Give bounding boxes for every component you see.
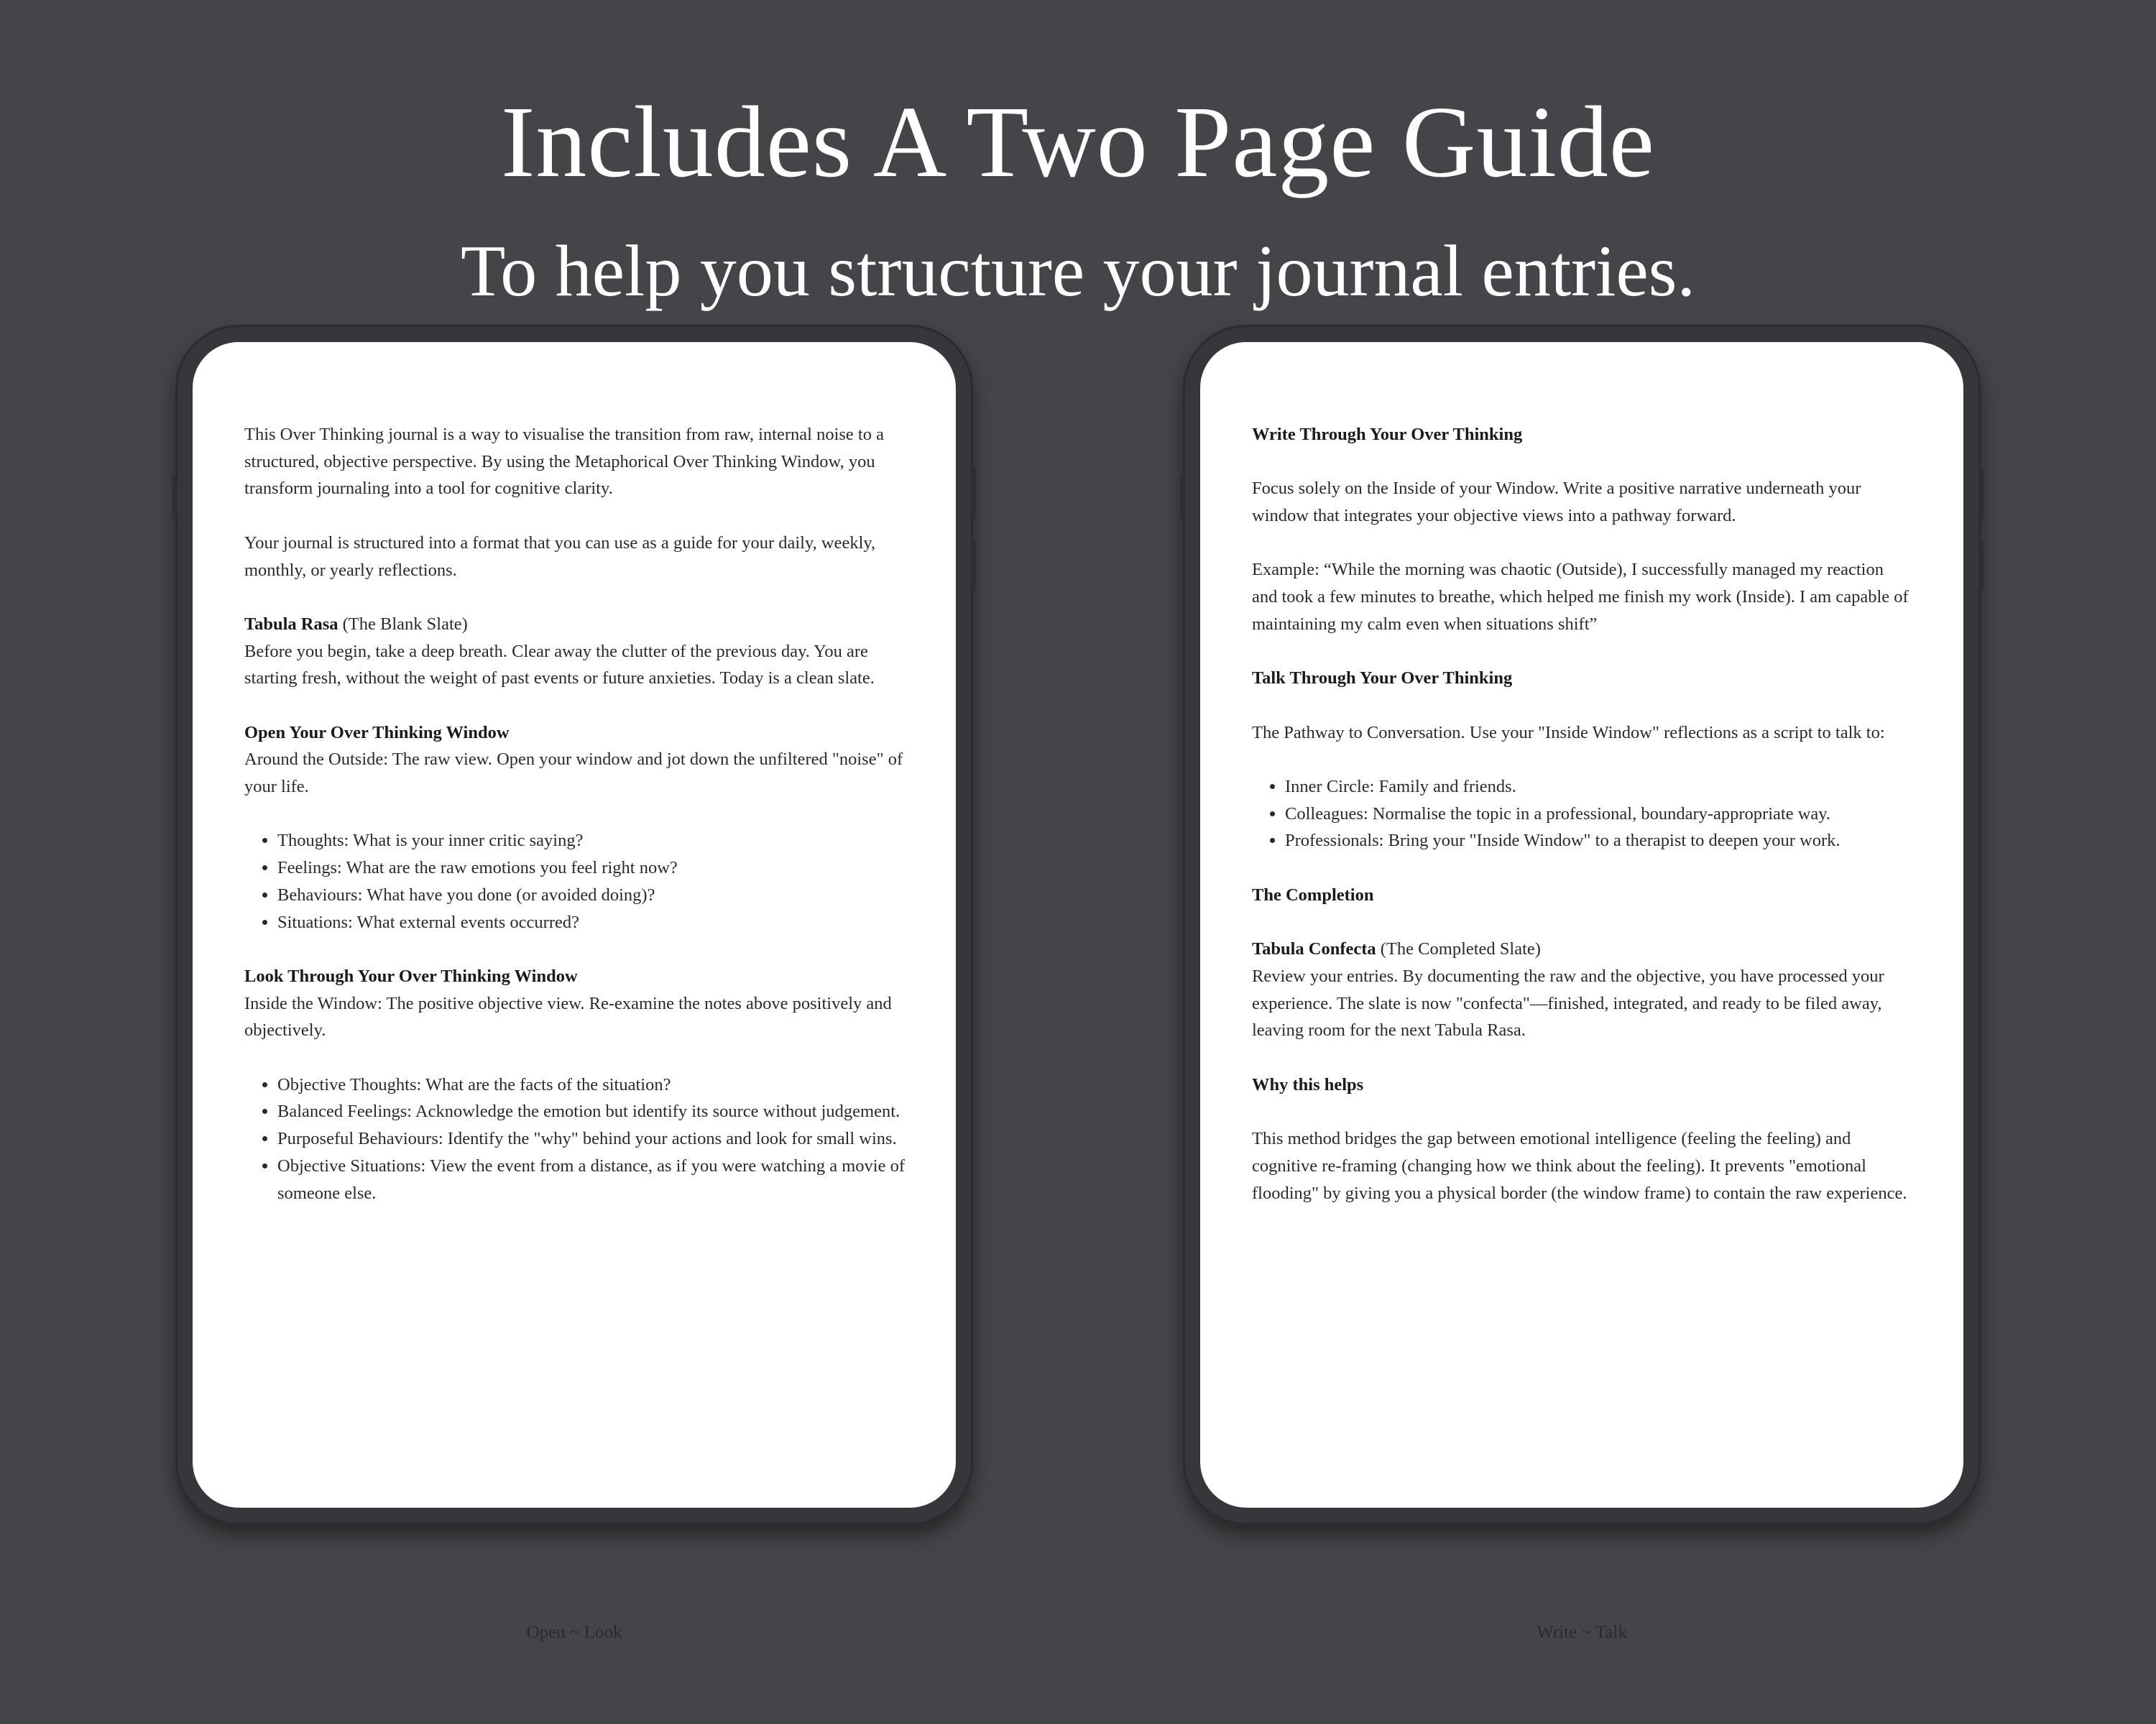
- left-tablet-screen[interactable]: [193, 342, 956, 1508]
- tablet-side-button: [1979, 540, 1984, 591]
- tabula-rasa-heading: Tabula Rasa: [244, 614, 338, 634]
- tabula-rasa-note: (The Blank Slate): [338, 614, 468, 634]
- talk-heading: Talk Through Your Over Thinking: [1252, 668, 1513, 688]
- list-item: • Thoughts: What is your inner critic saying?: [277, 827, 906, 854]
- guide-page-two: [1252, 421, 1913, 1234]
- tabula-confecta-note: (The Completed Slate): [1376, 939, 1541, 959]
- list-item: • Inner Circle: Family and friends.: [1285, 773, 1913, 801]
- completion-section: [1252, 936, 1913, 1044]
- talk-list: [1252, 773, 1913, 854]
- left-tablet: [175, 325, 973, 1642]
- page-subtitle: To help you structure your journal entries.: [461, 231, 1695, 312]
- list-item: • Colleagues: Normalise the topic in a professional, boundary-appropriate way.: [1285, 801, 1913, 828]
- tablet-side-button: [972, 540, 976, 591]
- list-item: • Situations: What external events occurred?: [277, 909, 906, 936]
- list-item: • Objective Situations: View the event from a distance, as if you were watching a movie of someone else.: [277, 1153, 906, 1207]
- right-tablet: [1183, 325, 1981, 1642]
- why-heading: Why this helps: [1252, 1074, 1364, 1094]
- write-heading: Write Through Your Over Thinking: [1252, 425, 1523, 444]
- open-window-list: [244, 827, 906, 936]
- tabula-rasa-body: Before you begin, take a deep breath. Clear away the clutter of the previous day. You are starting fresh, without the weight of past events or future anxieties. Today is a clean slate.: [244, 641, 875, 688]
- tabula-rasa-section: [244, 611, 906, 692]
- list-item: • Feelings: What are the raw emotions you feel right now?: [277, 854, 906, 882]
- structure-paragraph: Your journal is structured into a format that you can use as a guide for your daily, weekly, monthly, or yearly reflections.: [244, 533, 876, 580]
- tablet-side-button: [1979, 469, 1984, 519]
- guide-page-one: [244, 421, 906, 1234]
- page-title: Includes A Two Page Guide: [501, 85, 1655, 198]
- intro-paragraph: This Over Thinking journal is a way to visualise the transition from raw, internal noise to a structured, objective perspective. By using the Metaphorical Over Thinking Window, you transform journaling into a tool for cognitive clarity.: [244, 425, 884, 499]
- look-window-list: [244, 1071, 906, 1207]
- completion-body: Review your entries. By documenting the raw and the objective, you have processed your experience. The slate is now "confecta"—finished, integrated, and ready to be filed away, leaving room for the next Tabula Rasa.: [1252, 966, 1884, 1041]
- list-item: • Behaviours: What have you done (or avoided doing)?: [277, 882, 906, 909]
- open-window-body: Around the Outside: The raw view. Open your window and jot down the unfiltered "noise" of your life.: [244, 750, 903, 797]
- open-window-heading: Open Your Over Thinking Window: [244, 722, 510, 742]
- tablet-side-button: [972, 469, 976, 519]
- tablet-side-button: [172, 476, 177, 519]
- list-item: • Purposeful Behaviours: Identify the "why" behind your actions and look for small wins.: [277, 1125, 906, 1153]
- open-window-section: [244, 719, 906, 801]
- list-item: • Balanced Feelings: Acknowledge the emotion but identify its source without judgement.: [277, 1098, 906, 1125]
- write-example: Example: “While the morning was chaotic (Outside), I successfully managed my reaction and took a few minutes to breathe, which helped me finish my work (Inside). I am capable of maintaining my calm even when situations shift”: [1252, 560, 1909, 634]
- tablet-side-button: [1180, 476, 1184, 519]
- look-window-heading: Look Through Your Over Thinking Window: [244, 966, 578, 986]
- talk-body: The Pathway to Conversation. Use your "Inside Window" reflections as a script to talk to:: [1252, 722, 1885, 742]
- why-body: This method bridges the gap between emotional intelligence (feeling the feeling) and cognitive re-framing (changing how we think about the feeling). It prevents "emotional flooding" by giving you a physical border (the window frame) to contain the raw experience.: [1252, 1129, 1907, 1203]
- tabula-confecta-heading: Tabula Confecta: [1252, 939, 1376, 959]
- page-footer: Open ~ Look: [526, 1623, 622, 1642]
- list-item: • Professionals: Bring your "Inside Window" to a therapist to deepen your work.: [1285, 827, 1913, 854]
- look-window-section: [244, 963, 906, 1044]
- right-tablet-screen[interactable]: [1200, 342, 1963, 1508]
- look-window-body: Inside the Window: The positive objective view. Re-examine the notes above positively and objectively.: [244, 993, 892, 1041]
- page-footer: Write ~ Talk: [1537, 1623, 1627, 1642]
- write-body: Focus solely on the Inside of your Window. Write a positive narrative underneath your window that integrates your objective views into a pathway forward.: [1252, 479, 1861, 526]
- completion-heading: The Completion: [1252, 885, 1374, 905]
- list-item: • Objective Thoughts: What are the facts of the situation?: [277, 1071, 906, 1099]
